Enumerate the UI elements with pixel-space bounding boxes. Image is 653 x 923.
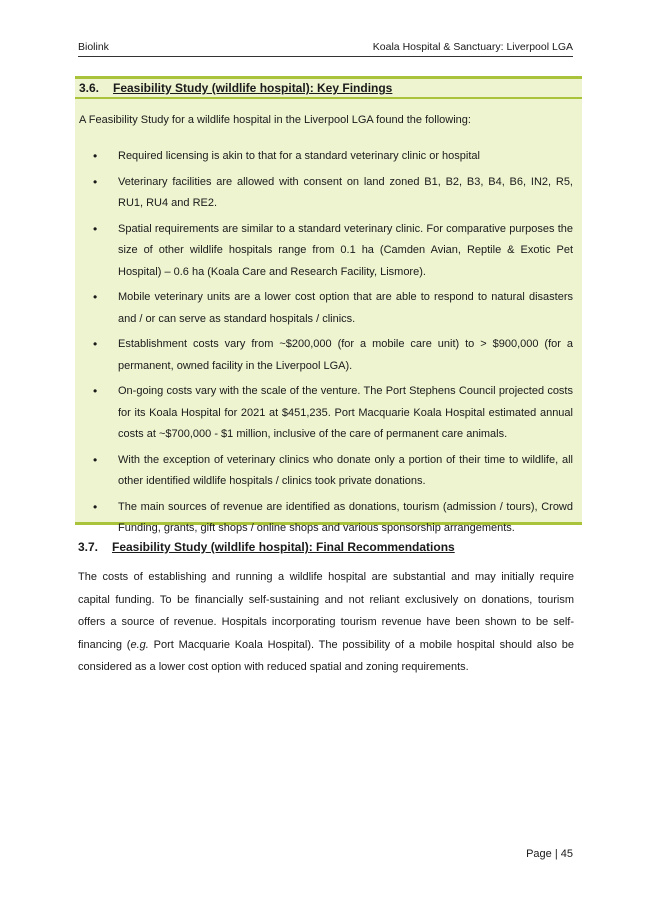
section-number: 3.7. <box>78 540 99 554</box>
paragraph-text-continued: Port Macquarie Koala Hospital). The possibility of a mobile hospital should also be considered as a lower cost option with reduced spatial and zoning requirements. <box>78 638 574 673</box>
section-3-7-heading <box>78 538 455 556</box>
list-item-text: Spatial requirements are similar to a standard veterinary clinic. For comparative purposes the size of other wildlife hospitals range from 0.1 ha (Camden Avian, Reptile & Exotic Pet Hospital) – 0.6 ha (Koala Care and Research Facility, Lismore). <box>118 222 573 278</box>
list-item-text: Veterinary facilities are allowed with consent on land zoned B1, B2, B3, B4, B6, IN2, R5, RU1, RU4 and RE2. <box>118 175 573 209</box>
bullet-icon: • <box>93 290 98 304</box>
bullet-icon: • <box>93 337 98 351</box>
list-item-text: On-going costs vary with the scale of the venture. The Port Stephens Council projected costs for its Koala Hospital for 2021 at $451,235. Port Macquarie Koala Hospital estimated annual costs at ~$700,000 - $1 million, inclusive of the care of permanent care animals. <box>118 385 573 440</box>
header-left-text: Biolink <box>78 41 109 53</box>
list-item-text: Establishment costs vary from ~$200,000 (for a mobile care unit) to > $900,000 (for a permanent, owned facility in the Liverpool LGA). <box>118 338 573 372</box>
list-item <box>93 334 573 377</box>
bullet-icon: • <box>93 499 98 514</box>
list-item <box>93 381 573 446</box>
section-title: Feasibility Study (wildlife hospital): Final Recommendations <box>112 540 455 554</box>
bullet-icon: • <box>93 452 98 467</box>
page-header <box>78 40 573 57</box>
section-title: Feasibility Study (wildlife hospital): Key Findings <box>113 81 393 95</box>
bullet-icon: • <box>93 384 98 398</box>
section-intro: A Feasibility Study for a wildlife hospital in the Liverpool LGA found the following: <box>79 114 471 126</box>
bullet-icon: • <box>93 221 98 236</box>
bullet-icon: • <box>93 174 98 189</box>
findings-list <box>93 146 573 544</box>
section-3-6-heading <box>75 79 582 99</box>
list-item-text: The main sources of revenue are identified as donations, tourism (admission / tours), Crowd Funding, grants, gift shops / online shops and various sponsorship arrangements. <box>118 500 573 534</box>
header-right-text: Koala Hospital & Sanctuary: Liverpool LGA <box>372 41 573 53</box>
bullet-icon: • <box>93 149 98 163</box>
recommendations-paragraph <box>78 566 574 679</box>
list-item <box>93 172 573 215</box>
list-item-text: Required licensing is akin to that for a standard veterinary clinic or hospital <box>118 150 480 162</box>
page-number: Page | 45 <box>526 848 573 860</box>
paragraph-italic-eg: e.g. <box>130 638 149 651</box>
list-item <box>93 219 573 284</box>
paragraph-text: The costs of establishing and running a wildlife hospital are substantial and may initially require capital funding. To be financially self-sustaining and not reliant exclusively on donations, tourism offers a source of revenue. Hospitals incorporating tourism revenue have been shown to be self-financing ( <box>78 571 574 651</box>
list-item <box>93 287 573 330</box>
list-item-text: Mobile veterinary units are a lower cost option that are able to respond to natural disasters and / or can serve as standard hospitals / clinics. <box>118 291 573 325</box>
list-item <box>93 497 573 540</box>
section-number: 3.6. <box>79 81 100 95</box>
key-findings-box <box>75 76 582 534</box>
list-item <box>93 450 573 493</box>
list-item <box>93 146 573 168</box>
list-item-text: With the exception of veterinary clinics who donate only a portion of their time to wildlife, all other identified wildlife hospitals / clinics took private donations. <box>118 453 573 487</box>
